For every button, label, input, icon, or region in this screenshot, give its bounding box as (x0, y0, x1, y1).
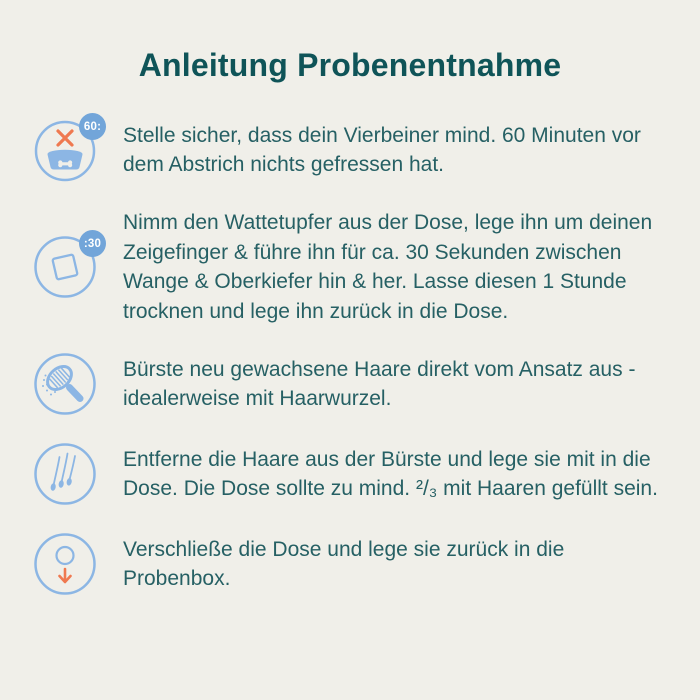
minutes-badge: 60: (79, 113, 106, 140)
page-title: Anleitung Probenentnahme (138, 47, 562, 83)
seconds-badge: :30 (79, 230, 106, 257)
step-no-food (33, 118, 670, 182)
step-text: Bürste neu gewachsene Haare direkt vom Ansatz aus - idealerweise mit Haarwurzel. (123, 357, 636, 410)
step-text: Verschließe die Dose und lege sie zurück in die Probenbox. (123, 537, 565, 590)
step-text: Stelle sicher, dass dein Vierbeiner mind. 60 Minuten vor dem Abstrich nichts gefressen hat. (123, 123, 641, 176)
hairbrush-icon (33, 352, 97, 416)
container-close-icon (33, 532, 97, 596)
step-close (33, 532, 670, 596)
step-swab (33, 208, 670, 326)
step-hairs (33, 442, 670, 506)
steps-list (0, 118, 700, 596)
step-text: Entferne die Haare aus der Bürste und lege sie mit in die Dose. Die Dose sollte zu mind. ²/₃ mit Haaren gefüllt sein. (123, 447, 658, 500)
step-text: Nimm den Wattetupfer aus der Dose, lege ihn um deinen Zeigefinger & führe ihn für ca. 30 Sekunden zwischen Wange & Oberkiefer hin & her. Lasse diesen 1 Stunde trocknen und lege ihn zurück in die Dose. (123, 211, 653, 323)
step-brush (33, 352, 670, 416)
no-food-bowl-icon (33, 118, 102, 182)
hair-roots-icon (33, 442, 97, 506)
cotton-swab-icon (33, 235, 102, 299)
